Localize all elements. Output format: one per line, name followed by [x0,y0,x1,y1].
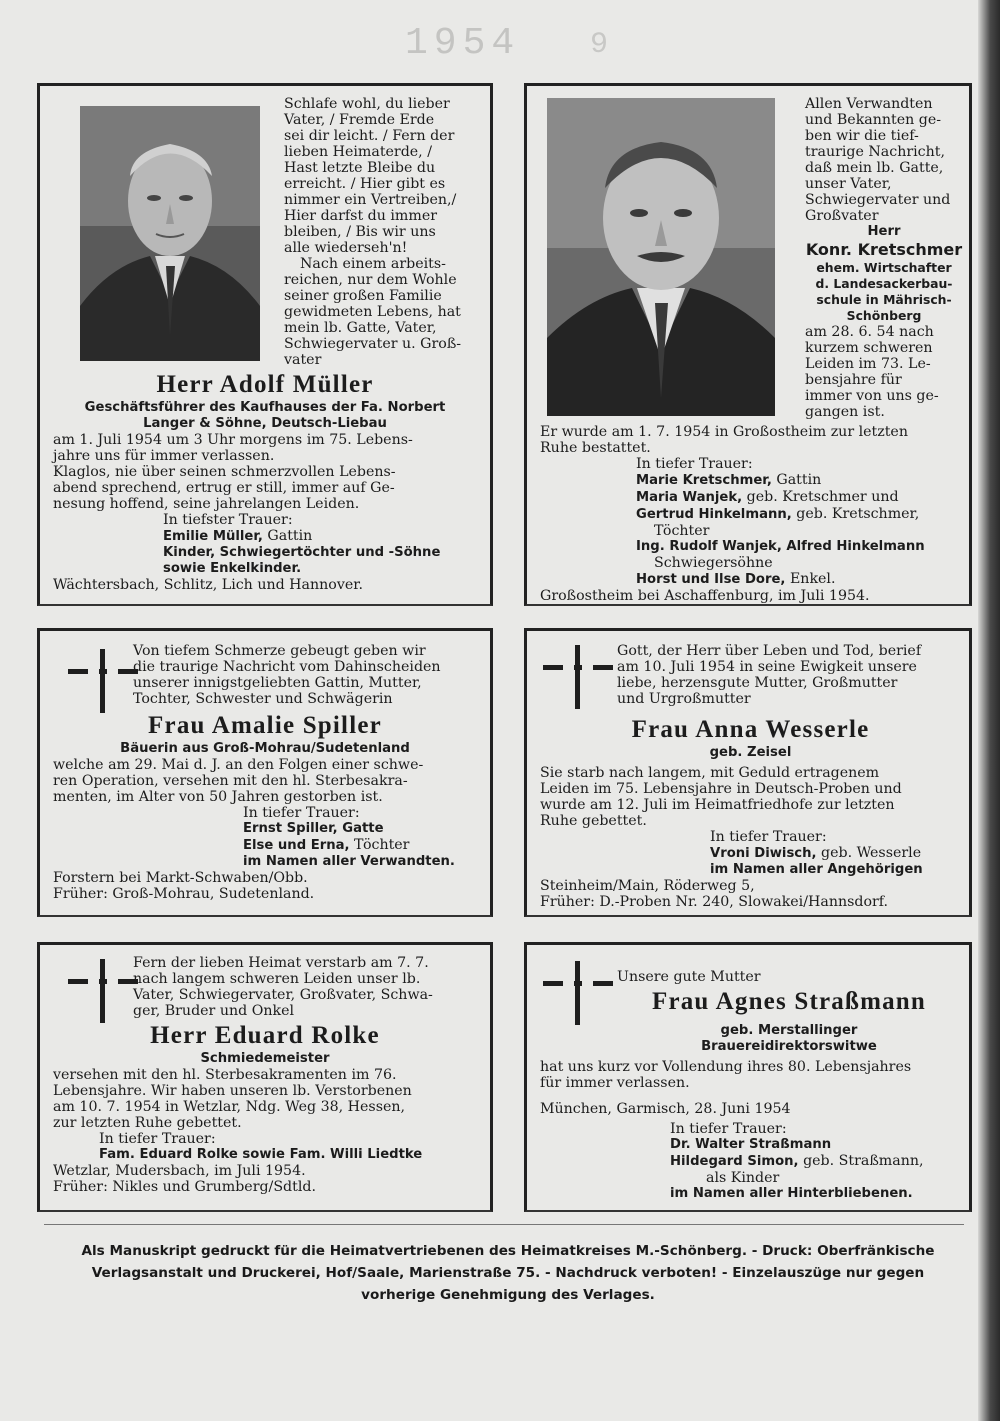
portrait-photo [547,98,775,416]
place-date: München, Garmisch, 28. Juni 1954 [540,1101,791,1117]
deceased-name: Frau Agnes Straßmann [651,988,927,1015]
deceased-occupation: Bäuerin aus Groß-Mohrau/Sudetenland [120,741,410,756]
notice-body: Er wurde am 1. 7. 1954 in Großostheim zur letzten Ruhe bestattet. [540,424,908,456]
deceased-occupation: ehem. Wirtschafter d. Landesackerbau- schule in Mährisch- Schönberg [815,260,953,323]
mourning-label: In tiefer Trauer: [670,1121,787,1137]
deceased-occupation: Schmiedemeister [200,1051,330,1066]
announcement-text: Von tiefem Schmerze gebeugt geben wir die traurige Nachricht vom Dahinscheiden unserer innigstgeliebten Gattin, Mutter, Tochter, Schwester und Schwägerin [133,643,441,707]
obituary-amalie-spiller [37,628,493,917]
deceased-name: Frau Amalie Spiller [148,712,382,739]
mourners-list: Vroni Diwisch, geb. Wesserle im Namen aller Angehörigen [710,845,923,877]
notice-body: am 1. Juli 1954 um 3 Uhr morgens im 75. Lebens- jahre uns für immer verlassen. Klaglos, nie über seinen schmerzvollen Lebens- abend sprechend, ertrug er still, immer auf Ge- nesung hoffend, seine jahrelangen Leiden. [53,432,413,512]
deceased-name: Herr Eduard Rolke [150,1022,380,1049]
footer-divider [44,1224,964,1225]
notice-place: Wächtersbach, Schlitz, Lich und Hannover. [53,577,363,593]
mourning-label: In tiefster Trauer: [163,512,293,528]
obituary-konr-kretschmer [524,83,972,606]
mourning-label: In tiefer Trauer: [636,456,753,472]
notice-place: Großostheim bei Aschaffenburg, im Juli 1954. [540,588,870,604]
mourning-label: In tiefer Trauer: [99,1131,216,1147]
imprint-footer: Als Manuskript gedruckt für die Heimatvertriebenen des Heimatkreises M.-Schönberg. - Druck: Oberfränkische Verlagsanstalt und Druckerei, Hof/Saale, Marienstraße 75. - Nachdruck verboten! - Einzelauszüge nur gegen vorherige Genehmigung des Verlages. [81,1243,935,1303]
deceased-occupation: Geschäftsführer des Kaufhauses der Fa. Norbert Langer & Söhne, Deutsch-Liebau [84,400,446,431]
notice-body: hat uns kurz vor Vollendung ihres 80. Lebensjahres für immer verlassen. [540,1059,912,1091]
obituary-eduard-rolke [37,942,493,1212]
poem-text: Schlafe wohl, du lieber Vater, / Fremde Erde sei dir leicht. / Fern der lieben Heimaterde, / Hast letzte Bleibe du erreicht. / Hier gibt es nimmer ein Vertreiben,/ Hier darfst du immer bleiben, / Bis wir uns alle wiederseh'n! Nach einem arbeits- reichen, nur dem Wohle seiner großen Familie gewidmeten Lebens, hat mein lb. Gatte, Vater, Schwiegervater u. Groß- vater [284,96,462,368]
mourners-list: Marie Kretschmer, Gattin Maria Wanjek, geb. Kretschmer und Gertrud Hinkelmann, geb. Kretschmer, Töchter Ing. Rudolf Wanjek, Alfred Hinkelmann Schwiegersöhne Horst und Ilse Dore, Enkel. [636,472,925,587]
page-number: 1954 [405,22,521,65]
notice-body: Sie starb nach langem, mit Geduld ertragenem Leiden im 75. Lebensjahre in Deutsch-Proben und wurde am 12. Juli im Heimatfriedhofe zur letzten Ruhe gebettet. [540,765,902,829]
mourners-list: Ernst Spiller, Gatte Else und Erna, Töchter im Namen aller Verwandten. [243,821,455,869]
mourners-list: Fam. Eduard Rolke sowie Fam. Willi Liedtke [99,1147,423,1162]
obituary-agnes-strassmann [524,942,972,1212]
announcement-text: Fern der lieben Heimat verstarb am 7. 7. nach langem schweren Leiden unser lb. Vater, Schwiegervater, Großvater, Schwa- ger, Bruder und Onkel [133,955,433,1019]
notice-body: welche am 29. Mai d. J. an den Folgen einer schwe- ren Operation, versehen mit den hl. Sterbesakra- menten, im Alter von 50 Jahren gestorben ist. [53,757,424,805]
deceased-name: Herr Adolf Müller [156,371,374,398]
deceased-maiden-name: geb. Zeisel [709,745,792,760]
announcement-text: Unsere gute Mutter [617,969,761,985]
notice-body: versehen mit den hl. Sterbesakramenten im 76. Lebensjahre. Wir haben unseren lb. Verstorbenen am 10. 7. 1954 in Wetzlar, Ndg. Weg 38, Hessen, zur letzten Ruhe gebettet. [53,1067,412,1131]
portrait-photo [80,106,260,361]
mourners-list: Dr. Walter Straßmann Hildegard Simon, geb. Straßmann, als Kinder im Namen aller Hinterbliebenen. [670,1137,924,1201]
page-mark: 9 [590,28,609,62]
obituary-adolf-mueller [37,83,493,606]
deceased-maiden-name: geb. Merstallinger Brauereidirektorswitwe [701,1023,877,1054]
deceased-name: Konr. Kretschmer [805,240,963,259]
page-edge-shadow [978,0,1000,1421]
notice-place: Steinheim/Main, Röderweg 5, Früher: D.-Proben Nr. 240, Slowakei/Hannsdorf. [540,878,889,910]
announcement-text: Allen Verwandten und Bekannten ge- ben wir die tief- traurige Nachricht, daß mein lb. Gatte, unser Vater, Schwiegervater und Großvater [805,96,951,224]
name-prefix: Herr [867,224,901,239]
notice-place: Forstern bei Markt-Schwaben/Obb. Früher: Groß-Mohrau, Sudetenland. [53,870,315,902]
mourners-list: Emilie Müller, Gattin Kinder, Schwiegertöchter und -Söhne sowie Enkelkinder. [163,528,441,576]
mourning-label: In tiefer Trauer: [243,805,360,821]
notice-place: Wetzlar, Mudersbach, im Juli 1954. Früher: Nikles und Grumberg/Sdtld. [53,1163,316,1195]
deceased-name: Frau Anna Wesserle [631,716,870,743]
mourning-label: In tiefer Trauer: [710,829,827,845]
announcement-text: Gott, der Herr über Leben und Tod, berief am 10. Juli 1954 in seine Ewigkeit unsere liebe, herzensgute Mutter, Großmutter und Urgroßmutter [617,643,922,707]
obituary-anna-wesserle [524,628,972,917]
announcement-text-cont: am 28. 6. 54 nach kurzem schweren Leiden im 73. Le- bensjahre für immer von uns ge- gangen ist. [805,324,939,420]
